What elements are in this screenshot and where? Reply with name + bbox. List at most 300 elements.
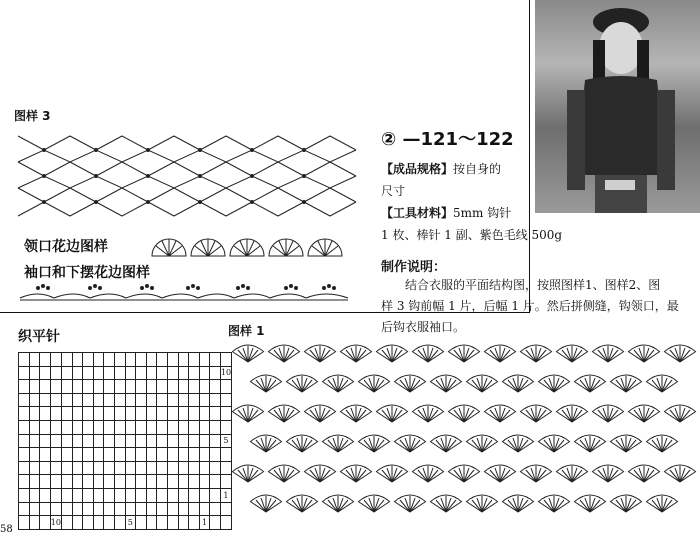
grid-cell: [61, 502, 72, 516]
grid-cell: [189, 393, 200, 407]
grid-cell: [40, 380, 51, 394]
grid-cell: [146, 461, 157, 475]
grid-cell: [19, 434, 30, 448]
grid-cell: [189, 380, 200, 394]
shell-stitch: [610, 495, 642, 512]
grid-cell: [178, 502, 189, 516]
grid-cell: [114, 488, 125, 502]
shell-stitch: [358, 495, 390, 512]
instructions-title: 制作说明：: [381, 260, 447, 275]
shell-stitch: [646, 435, 678, 452]
grid-cell: [146, 448, 157, 462]
shell-stitch: [664, 405, 696, 422]
grid-cell: [19, 461, 30, 475]
grid-cell: [104, 420, 115, 434]
grid-cell: [40, 502, 51, 516]
shell-stitch: [502, 435, 534, 452]
shell-stitch: [412, 405, 444, 422]
grid-cell: [29, 353, 40, 367]
grid-cell: [29, 461, 40, 475]
grid-cell: [146, 420, 157, 434]
grid-cell: [157, 502, 168, 516]
collar-pattern-label: 领口花边图样: [24, 239, 108, 255]
grid-cell: [125, 488, 136, 502]
grid-cell: [189, 448, 200, 462]
grid-cell: [19, 393, 30, 407]
shell-stitch: [430, 375, 462, 392]
grid-cell: [40, 420, 51, 434]
instructions-body: [381, 275, 697, 338]
grid-cell: 1: [220, 488, 231, 502]
page-number: 58: [0, 524, 13, 535]
shell-stitch: [322, 495, 354, 512]
grid-cell: [19, 407, 30, 421]
grid-cell: [114, 434, 125, 448]
model-photo: [535, 0, 700, 213]
grid-cell: [167, 448, 178, 462]
grid-col-label: 1: [199, 516, 210, 530]
grid-cell: [210, 353, 221, 367]
grid-cell: [104, 407, 115, 421]
grid-cell: [136, 380, 147, 394]
stockinette-title: 织平针: [18, 329, 60, 345]
shell-stitch: [574, 495, 606, 512]
grid-cell: [50, 393, 61, 407]
grid-cell: [72, 407, 83, 421]
grid-col-label: [220, 516, 231, 530]
grid-cell: [83, 434, 94, 448]
grid-cell: [104, 461, 115, 475]
grid-cell: [220, 475, 231, 489]
grid-cell: [29, 502, 40, 516]
grid-cell: [72, 434, 83, 448]
grid-cell: [210, 502, 221, 516]
grid-cell: [93, 380, 104, 394]
grid-cell: 10: [220, 366, 231, 380]
grid-cell: [50, 407, 61, 421]
grid-cell: [136, 448, 147, 462]
shell-stitch: [538, 435, 570, 452]
shell-stitch: [232, 405, 264, 422]
grid-cell: [136, 488, 147, 502]
grid-cell: [167, 366, 178, 380]
grid-col-label: 5: [125, 516, 136, 530]
grid-cell: [83, 420, 94, 434]
grid-cell: [189, 353, 200, 367]
grid-cell: [93, 502, 104, 516]
grid-cell: [210, 488, 221, 502]
grid-cell: [83, 475, 94, 489]
grid-cell: [93, 475, 104, 489]
grid-col-label: [93, 516, 104, 530]
grid-cell: [178, 461, 189, 475]
shell-stitch: [232, 465, 264, 482]
grid-cell: [157, 448, 168, 462]
grid-cell: [125, 380, 136, 394]
grid-cell: [40, 366, 51, 380]
grid-cell: [83, 366, 94, 380]
grid-cell: [146, 502, 157, 516]
grid-cell: [178, 420, 189, 434]
grid-col-label: 10: [50, 516, 61, 530]
grid-cell: [146, 366, 157, 380]
grid-cell: [104, 366, 115, 380]
grid-cell: [72, 353, 83, 367]
grid-cell: [220, 407, 231, 421]
grid-cell: [93, 461, 104, 475]
grid-cell: [19, 448, 30, 462]
grid-cell: [220, 448, 231, 462]
shell-stitch: [394, 375, 426, 392]
grid-cell: [114, 353, 125, 367]
grid-cell: [83, 353, 94, 367]
grid-cell: [61, 488, 72, 502]
grid-cell: [146, 380, 157, 394]
grid-cell: [72, 448, 83, 462]
grid-cell: [146, 488, 157, 502]
grid-cell: [167, 488, 178, 502]
shell-stitch: [610, 375, 642, 392]
grid-col-label: [104, 516, 115, 530]
size-spec: [381, 160, 501, 177]
grid-cell: [167, 434, 178, 448]
grid-cell: [114, 393, 125, 407]
grid-cell: [50, 420, 61, 434]
grid-cell: [50, 488, 61, 502]
grid-cell: [61, 380, 72, 394]
shell-stitch: [268, 345, 300, 362]
grid-cell: [178, 407, 189, 421]
grid-cell: [199, 475, 210, 489]
grid-cell: [125, 366, 136, 380]
shell-stitch: [376, 345, 408, 362]
grid-cell: [199, 393, 210, 407]
grid-cell: [40, 393, 51, 407]
grid-cell: [157, 434, 168, 448]
grid-cell: [50, 448, 61, 462]
size-spec-text-2: 尺寸: [381, 184, 406, 198]
grid-cell: [40, 461, 51, 475]
grid-cell: [210, 434, 221, 448]
grid-cell: [157, 420, 168, 434]
grid-cell: [220, 353, 231, 367]
grid-cell: [189, 366, 200, 380]
shell-stitch: [556, 465, 588, 482]
shell-stitch: [502, 375, 534, 392]
grid-cell: [167, 461, 178, 475]
grid-cell: [19, 420, 30, 434]
grid-cell: [167, 353, 178, 367]
grid-col-label: [136, 516, 147, 530]
shell-stitch: [412, 465, 444, 482]
grid-cell: 5: [220, 434, 231, 448]
grid-cell: [157, 488, 168, 502]
grid-cell: [61, 366, 72, 380]
grid-cell: [104, 353, 115, 367]
grid-cell: [146, 353, 157, 367]
grid-cell: [93, 366, 104, 380]
shell-stitch: [322, 375, 354, 392]
grid-cell: [220, 461, 231, 475]
grid-cell: [178, 366, 189, 380]
shell-stitch: [520, 405, 552, 422]
grid-cell: [157, 475, 168, 489]
grid-col-label: [83, 516, 94, 530]
grid-cell: [199, 407, 210, 421]
grid-cell: [61, 448, 72, 462]
grid-cell: [29, 488, 40, 502]
shell-stitch: [484, 465, 516, 482]
pattern1-diagram: [232, 338, 698, 528]
shell-stitch: [304, 345, 336, 362]
shell-stitch: [484, 405, 516, 422]
grid-cell: [72, 393, 83, 407]
grid-cell: [167, 475, 178, 489]
shell-stitch: [556, 405, 588, 422]
shell-stitch: [430, 495, 462, 512]
grid-cell: [189, 475, 200, 489]
grid-cell: [50, 461, 61, 475]
grid-cell: [50, 366, 61, 380]
grid-cell: [93, 420, 104, 434]
grid-cell: [199, 488, 210, 502]
stockinette-chart: [18, 352, 232, 530]
grid-cell: [93, 448, 104, 462]
grid-cell: [167, 502, 178, 516]
grid-cell: [50, 475, 61, 489]
grid-cell: [83, 407, 94, 421]
instructions-line-1: 结合衣服的平面结构图，按照图样1、图样2、图: [405, 278, 661, 292]
shell-stitch: [664, 345, 696, 362]
shell-stitch: [592, 465, 624, 482]
materials-text-2: 1 枚、棒针 1 副、紫色毛线 500g: [381, 228, 563, 242]
pattern3-diagram: [14, 126, 362, 226]
grid-cell: [114, 366, 125, 380]
shell-stitch: [628, 345, 660, 362]
grid-cell: [29, 407, 40, 421]
grid-cell: [83, 448, 94, 462]
shell-stitch: [394, 435, 426, 452]
grid-cell: [178, 475, 189, 489]
shell-stitch: [376, 405, 408, 422]
grid-cell: [136, 434, 147, 448]
item-code: ② —121～122: [381, 129, 514, 150]
grid-cell: [136, 407, 147, 421]
shell-stitch: [268, 405, 300, 422]
cuff-hem-diagram: [18, 282, 353, 304]
grid-cell: [40, 353, 51, 367]
shell-stitch: [394, 495, 426, 512]
grid-cell: [93, 488, 104, 502]
grid-cell: [136, 393, 147, 407]
grid-cell: [104, 475, 115, 489]
materials-text: 5mm 钩针: [453, 206, 512, 220]
grid-cell: [83, 461, 94, 475]
shell-stitch: [376, 465, 408, 482]
grid-cell: [178, 393, 189, 407]
grid-cell: [125, 353, 136, 367]
grid-cell: [210, 366, 221, 380]
grid-cell: [83, 488, 94, 502]
grid-cell: [125, 434, 136, 448]
grid-col-label: [210, 516, 221, 530]
grid-cell: [178, 488, 189, 502]
grid-cell: [146, 407, 157, 421]
grid-cell: [83, 380, 94, 394]
grid-cell: [40, 448, 51, 462]
grid-cell: [199, 353, 210, 367]
grid-cell: [40, 475, 51, 489]
model-figure-image: [535, 0, 700, 213]
shell-stitch: [340, 405, 372, 422]
grid-cell: [19, 380, 30, 394]
shell-stitch: [286, 435, 318, 452]
materials-spec: [381, 204, 511, 221]
shell-stitch: [304, 405, 336, 422]
shell-stitch: [268, 465, 300, 482]
grid-cell: [189, 488, 200, 502]
grid-cell: [220, 380, 231, 394]
grid-cell: [72, 502, 83, 516]
grid-cell: [189, 434, 200, 448]
grid-cell: [61, 407, 72, 421]
grid-cell: [29, 393, 40, 407]
grid-cell: [220, 393, 231, 407]
grid-cell: [178, 448, 189, 462]
grid-cell: [136, 366, 147, 380]
grid-cell: [199, 434, 210, 448]
grid-cell: [136, 502, 147, 516]
shell-stitch: [340, 345, 372, 362]
shell-stitch: [520, 465, 552, 482]
grid-col-label: [72, 516, 83, 530]
shell-stitch: [628, 405, 660, 422]
grid-cell: [146, 393, 157, 407]
grid-cell: [61, 393, 72, 407]
grid-cell: [29, 475, 40, 489]
grid-cell: [199, 502, 210, 516]
grid-cell: [19, 353, 30, 367]
grid-cell: [93, 393, 104, 407]
grid-cell: [157, 407, 168, 421]
instructions-line-2: 样 3 钩前幅 1 片，后幅 1 片。然后拼侧缝，钩领口，最: [381, 299, 679, 313]
shell-stitch: [628, 465, 660, 482]
shell-stitch: [502, 495, 534, 512]
grid-cell: [199, 420, 210, 434]
grid-cell: [220, 502, 231, 516]
shell-stitch: [448, 465, 480, 482]
grid-cell: [125, 407, 136, 421]
grid-cell: [61, 420, 72, 434]
grid-cell: [146, 434, 157, 448]
shell-stitch: [250, 435, 282, 452]
grid-cell: [125, 420, 136, 434]
grid-cell: [19, 366, 30, 380]
grid-cell: [125, 448, 136, 462]
grid-cell: [104, 434, 115, 448]
shell-stitch: [232, 345, 264, 362]
pattern3-title: 图样 3: [14, 109, 51, 123]
grid-cell: [210, 393, 221, 407]
grid-cell: [167, 407, 178, 421]
grid-cell: [93, 434, 104, 448]
grid-col-label: [178, 516, 189, 530]
grid-cell: [61, 461, 72, 475]
collar-fan-diagram: [148, 234, 343, 260]
grid-cell: [125, 461, 136, 475]
grid-cell: [93, 353, 104, 367]
shell-stitch: [412, 345, 444, 362]
grid-cell: [146, 475, 157, 489]
grid-cell: [104, 393, 115, 407]
grid-cell: [157, 380, 168, 394]
grid-cell: [157, 353, 168, 367]
grid-cell: [136, 420, 147, 434]
grid-cell: [114, 448, 125, 462]
grid-col-label: [167, 516, 178, 530]
shell-stitch: [448, 405, 480, 422]
grid-cell: [29, 448, 40, 462]
grid-cell: [72, 380, 83, 394]
grid-col-label: [19, 516, 30, 530]
grid-cell: [189, 420, 200, 434]
grid-cell: [114, 420, 125, 434]
grid-cell: [72, 420, 83, 434]
instructions-line-3: 后钩衣服袖口。: [381, 320, 466, 334]
grid-cell: [29, 420, 40, 434]
grid-col-label: [157, 516, 168, 530]
shell-stitch: [484, 345, 516, 362]
grid-cell: [189, 502, 200, 516]
grid-cell: [50, 353, 61, 367]
grid-cell: [199, 366, 210, 380]
grid-cell: [136, 475, 147, 489]
grid-cell: [199, 380, 210, 394]
grid-cell: [61, 475, 72, 489]
grid-cell: [104, 380, 115, 394]
shell-stitch: [592, 405, 624, 422]
grid-cell: [114, 407, 125, 421]
grid-cell: [72, 461, 83, 475]
grid-cell: [210, 380, 221, 394]
grid-cell: [199, 448, 210, 462]
grid-cell: [189, 407, 200, 421]
grid-cell: [178, 380, 189, 394]
grid-cell: [167, 380, 178, 394]
grid-cell: [19, 488, 30, 502]
shell-stitch: [286, 375, 318, 392]
grid-cell: [178, 353, 189, 367]
grid-col-label: [29, 516, 40, 530]
size-spec-label: 【成品规格】: [381, 162, 454, 176]
grid-cell: [125, 393, 136, 407]
grid-cell: [125, 475, 136, 489]
shell-stitch: [466, 375, 498, 392]
shell-stitch: [358, 375, 390, 392]
grid-cell: [114, 475, 125, 489]
grid-cell: [40, 434, 51, 448]
grid-cell: [210, 461, 221, 475]
grid-cell: [72, 475, 83, 489]
grid-cell: [29, 366, 40, 380]
grid-cell: [50, 502, 61, 516]
shell-stitch: [358, 435, 390, 452]
shell-stitch: [286, 495, 318, 512]
shell-stitch: [466, 435, 498, 452]
shell-stitch: [538, 375, 570, 392]
grid-cell: [178, 434, 189, 448]
shell-stitch: [574, 435, 606, 452]
